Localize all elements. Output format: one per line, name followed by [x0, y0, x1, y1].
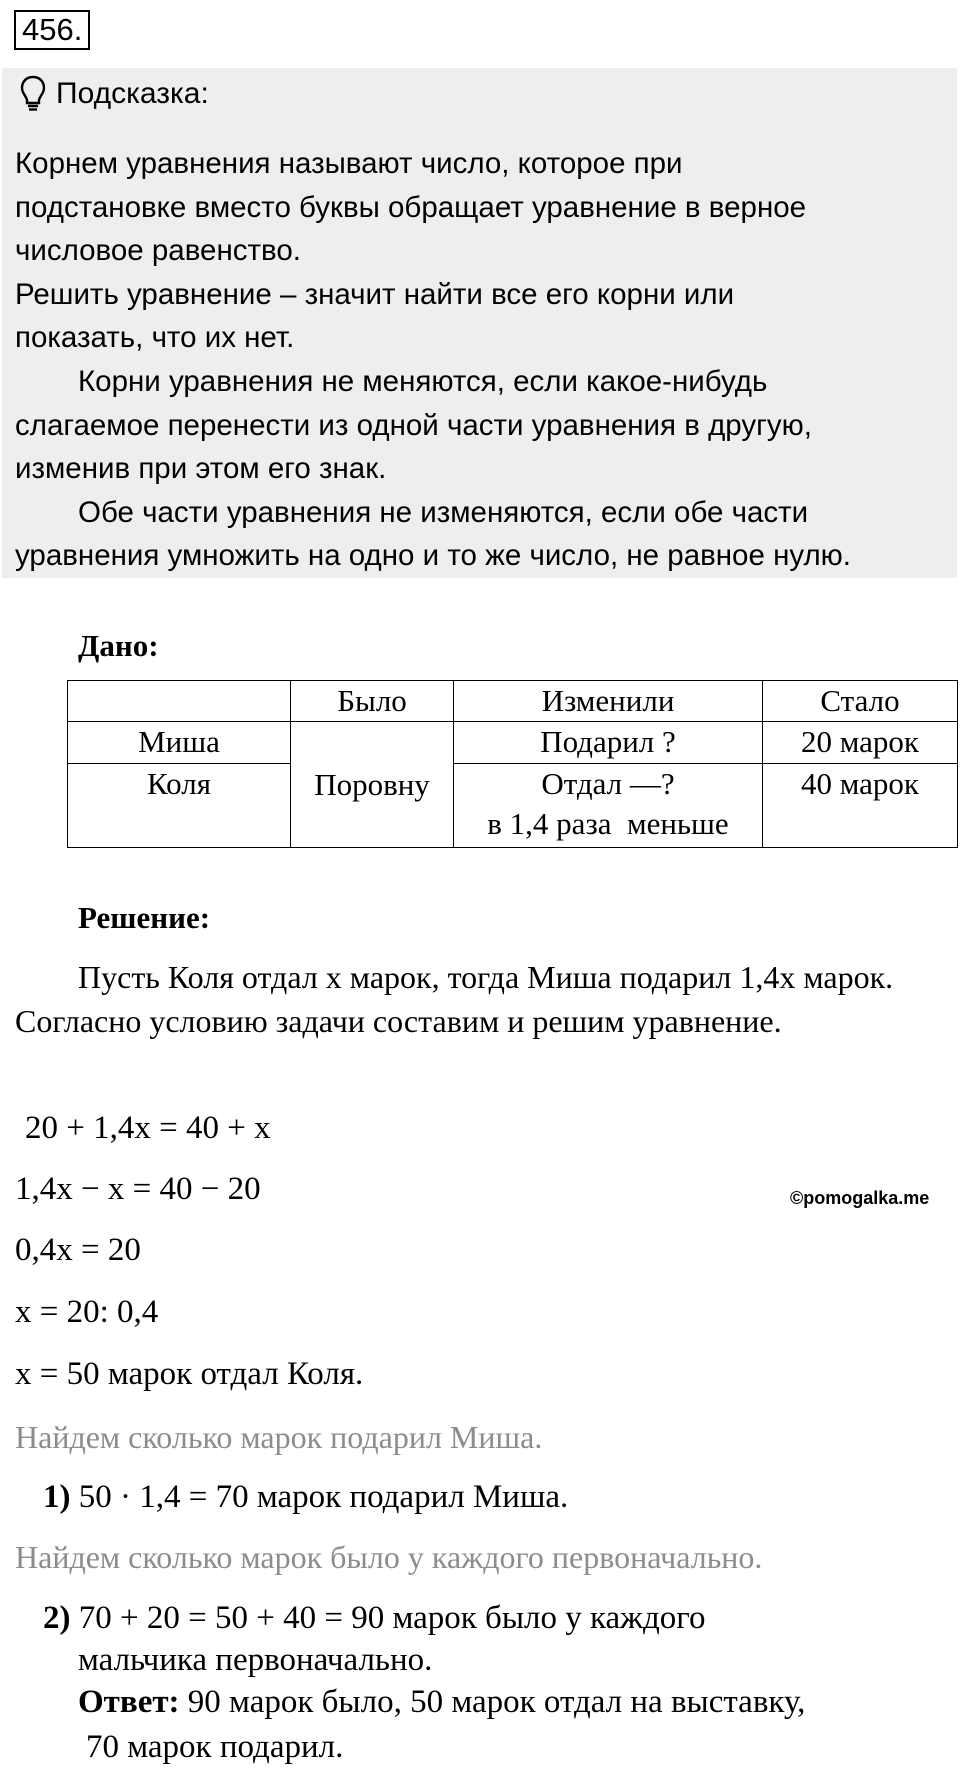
table-header-cell: Изменили: [454, 681, 763, 722]
watermark: ©pomogalka.me: [790, 1188, 930, 1208]
given-table: [67, 680, 958, 848]
table-row: [68, 764, 958, 848]
changed-line: Отдал —?: [541, 766, 675, 801]
hint-line: Решить уравнение – значит найти все его корни или: [15, 277, 735, 311]
step-number: 1): [43, 1479, 71, 1515]
table-header-row: [68, 681, 958, 722]
hint-line: показать, что их нет.: [15, 321, 295, 355]
table-row: [68, 722, 958, 764]
table-cell-name: Миша: [68, 722, 291, 764]
hint-title: Подсказка:: [56, 77, 209, 110]
step-text: 70 + 20 = 50 + 40 = 90 марок было у каждого: [78, 1600, 706, 1636]
equation-line: 20 + 1,4x = 40 + x: [25, 1110, 271, 1146]
solution-heading: Решение:: [78, 900, 211, 935]
answer-line-continued: 70 марок подарил.: [86, 1729, 344, 1765]
step-note: Найдем сколько марок было у каждого первоначально.: [15, 1539, 763, 1575]
equation-line: x = 20: 0,4: [15, 1294, 159, 1330]
table-cell-changed: Подарил ?: [454, 722, 763, 764]
table-header-cell: Стало: [763, 681, 958, 722]
hint-line: изменив при этом его знак.: [15, 452, 387, 486]
hint-line: Корни уравнения не меняются, если какое-нибудь: [78, 364, 768, 398]
step-text-continued: мальчика первоначально.: [78, 1642, 433, 1678]
hint-line: подстановке вместо буквы обращает уравнение в верное: [15, 190, 807, 224]
step-note: Найдем сколько марок подарил Миша.: [15, 1419, 543, 1455]
answer-label: Ответ:: [78, 1684, 180, 1720]
changed-line: в 1,4 раза меньше: [487, 806, 729, 841]
solution-intro: Пусть Коля отдал x марок, тогда Миша подарил 1,4x марок. Согласно условию задачи составим и решим уравнение.: [15, 959, 894, 1039]
table-cell-changed: [454, 764, 763, 848]
step-number: 2): [43, 1600, 71, 1636]
hint-line: слагаемое перенести из одной части уравнения в другую,: [15, 408, 812, 442]
step-text: 50 · 1,4 = 70 марок подарил Миша.: [78, 1479, 569, 1515]
step-1: [43, 1477, 568, 1517]
given-heading: Дано:: [78, 628, 159, 663]
answer-text: 90 марок было, 50 марок отдал на выставку,: [187, 1684, 806, 1720]
step-2: [43, 1598, 705, 1638]
task-number: 456.: [14, 10, 90, 50]
equation-line: 0,4x = 20: [15, 1232, 141, 1268]
table-cell-became: 40 марок: [763, 764, 958, 848]
hint-line: уравнения умножить на одно и то же число, не равное нулю.: [15, 539, 851, 573]
hint-line: числовое равенство.: [15, 234, 301, 268]
equation-line: x = 50 марок отдал Коля.: [15, 1356, 364, 1392]
answer-line: [78, 1682, 805, 1722]
lightbulb-icon: [20, 75, 46, 113]
table-header-cell: Было: [291, 681, 454, 722]
table-cell-was: Поровну: [291, 722, 454, 848]
hint-line: Обе части уравнения не изменяются, если обе части: [78, 495, 809, 529]
hint-text: [15, 142, 950, 578]
hint-header: [20, 72, 209, 116]
table-cell-name: Коля: [68, 764, 291, 848]
table-cell-became: 20 марок: [763, 722, 958, 764]
hint-line: Корнем уравнения называют число, которое при: [15, 147, 683, 180]
table-header-cell: [68, 681, 291, 722]
equation-line: 1,4x − x = 40 − 20: [15, 1171, 261, 1207]
